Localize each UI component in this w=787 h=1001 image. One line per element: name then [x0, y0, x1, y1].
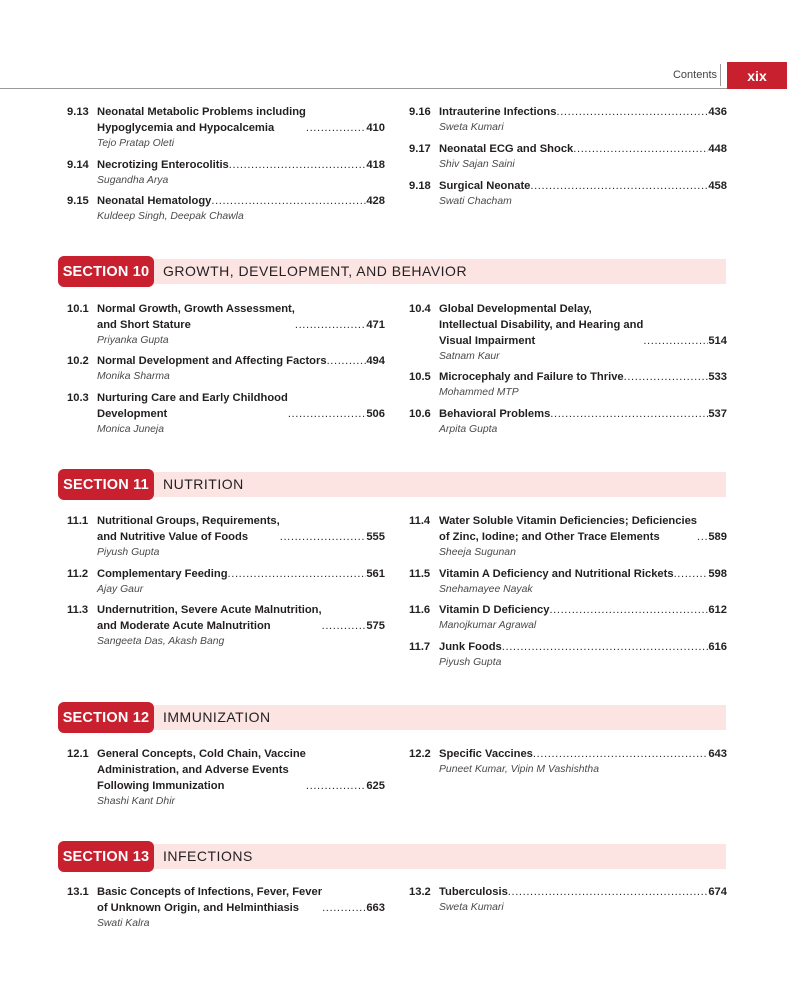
entry-authors: Arpita Gupta [439, 424, 498, 435]
entry-number: 13.2 [409, 886, 431, 898]
entry-page: 418 [366, 159, 385, 171]
entry-authors: Monica Juneja [97, 424, 165, 435]
entry-authors: Shiv Sajan Saini [439, 159, 515, 170]
dot-leader [228, 566, 367, 582]
entry-page: 514 [708, 335, 727, 347]
toc-entry[interactable] [409, 178, 727, 209]
section-header-13 [58, 843, 726, 870]
entry-page: 448 [708, 143, 727, 155]
entry-authors: Snehamayee Nayak [439, 584, 533, 595]
running-head: Contents [672, 69, 717, 81]
section-tag: SECTION 12 [58, 702, 154, 733]
entry-title: Vitamin A Deficiency and Nutritional Rickets [439, 568, 674, 580]
toc-entry[interactable] [409, 884, 727, 915]
entry-authors: Satnam Kaur [439, 351, 500, 362]
dot-leader [643, 333, 708, 349]
entry-title: Basic Concepts of Infections, Fever, Fever of Unknown Origin, and Helminthiasis [97, 886, 323, 914]
toc-entry[interactable] [67, 390, 385, 437]
header-divider [720, 64, 721, 86]
toc-entry[interactable] [409, 406, 727, 437]
dot-leader [530, 178, 708, 194]
section-tag: SECTION 13 [58, 841, 154, 872]
entry-number: 10.4 [409, 303, 431, 315]
entry-number: 11.5 [409, 568, 431, 580]
page-number: xix [727, 62, 787, 89]
toc-entry[interactable] [67, 193, 385, 224]
toc-entry[interactable] [409, 639, 727, 670]
entry-title: Specific Vaccines [439, 748, 533, 760]
dot-leader [697, 529, 708, 545]
entry-page: 575 [366, 620, 385, 632]
entry-authors: Shashi Kant Dhir [97, 796, 175, 807]
entry-title: Neonatal Hematology [97, 195, 212, 207]
dot-leader [211, 193, 366, 209]
toc-entry[interactable] [409, 141, 727, 172]
dot-leader [508, 884, 709, 900]
entry-number: 11.2 [67, 568, 89, 580]
entry-number: 10.2 [67, 355, 89, 367]
section-header-10 [58, 258, 726, 285]
dot-leader [229, 157, 367, 173]
dot-leader [533, 746, 708, 762]
entry-page: 612 [708, 604, 727, 616]
entry-page: 506 [366, 408, 385, 420]
section-header-11 [58, 471, 726, 498]
entry-authors: Sweta Kumari [439, 122, 504, 133]
entry-authors: Swati Kalra [97, 918, 150, 929]
entry-page: 598 [708, 568, 727, 580]
entry-number: 11.7 [409, 641, 431, 653]
entry-authors: Kuldeep Singh, Deepak Chawla [97, 211, 244, 222]
toc-entry[interactable] [67, 353, 385, 384]
dot-leader [306, 778, 366, 794]
entry-page: 436 [708, 106, 727, 118]
entry-number: 11.3 [67, 604, 89, 616]
section-tag: SECTION 10 [58, 256, 154, 287]
entry-number: 11.4 [409, 515, 431, 527]
entry-authors: Priyanka Gupta [97, 335, 169, 346]
entry-title: Complementary Feeding [97, 568, 228, 580]
entry-page: 589 [708, 531, 727, 543]
page-header [0, 62, 787, 90]
entry-authors: Sheeja Sugunan [439, 547, 516, 558]
section-title: GROWTH, DEVELOPMENT, AND BEHAVIOR [163, 263, 468, 279]
entry-authors: Ajay Gaur [97, 584, 144, 595]
entry-title: Neonatal Metabolic Problems including Hypoglycemia and Hypocalcemia [97, 106, 306, 134]
entry-number: 10.5 [409, 371, 431, 383]
entry-page: 561 [366, 568, 385, 580]
entry-authors: Sugandha Arya [97, 175, 169, 186]
entry-authors: Mohammed MTP [439, 387, 519, 398]
toc-entry[interactable] [409, 104, 727, 135]
entry-number: 13.1 [67, 886, 89, 898]
section-header-12 [58, 704, 726, 731]
entry-number: 9.14 [67, 159, 89, 171]
toc-entry[interactable] [409, 513, 727, 560]
entry-authors: Monika Sharma [97, 371, 170, 382]
entry-title: Global Developmental Delay, Intellectual Disability, and Hearing and Visual Impairment [439, 303, 644, 347]
dot-leader [502, 639, 709, 655]
entry-title: Normal Growth, Growth Assessment, and Short Stature [97, 303, 295, 331]
dot-leader [549, 602, 708, 618]
entry-number: 9.16 [409, 106, 431, 118]
entry-page: 494 [366, 355, 385, 367]
toc-entry[interactable] [67, 104, 385, 151]
entry-number: 12.1 [67, 748, 89, 760]
toc-entry[interactable] [67, 602, 385, 649]
entry-page: 410 [366, 122, 385, 134]
dot-leader [573, 141, 708, 157]
entry-page: 625 [366, 780, 385, 792]
entry-page: 533 [708, 371, 727, 383]
toc-entry[interactable] [409, 566, 727, 597]
toc-entry[interactable] [409, 369, 727, 400]
entry-title: Behavioral Problems [439, 408, 551, 420]
dot-leader [624, 369, 709, 385]
entry-title: Tuberculosis [439, 886, 508, 898]
entry-page: 458 [708, 180, 727, 192]
entry-page: 643 [708, 748, 727, 760]
entry-page: 663 [366, 902, 385, 914]
entry-title: Surgical Neonate [439, 180, 531, 192]
entry-authors: Piyush Gupta [439, 657, 502, 668]
entry-number: 11.6 [409, 604, 431, 616]
toc-entry[interactable] [67, 513, 385, 560]
dot-leader [550, 406, 708, 422]
entry-title: Intrauterine Infections [439, 106, 557, 118]
entry-number: 9.15 [67, 195, 89, 207]
header-rule [0, 88, 787, 89]
entry-title: Normal Development and Affecting Factors [97, 355, 327, 367]
entry-title: Nutritional Groups, Requirements, and Nutritive Value of Foods [97, 515, 280, 543]
dot-leader [322, 618, 367, 634]
toc-entry[interactable] [67, 157, 385, 188]
entry-title: Microcephaly and Failure to Thrive [439, 371, 624, 383]
section-title: IMMUNIZATION [163, 709, 271, 725]
entry-title: Water Soluble Vitamin Deficiencies; Deficiencies of Zinc, Iodine; and Other Trace Elements [439, 515, 698, 543]
section-title: NUTRITION [163, 476, 244, 492]
entry-page: 537 [708, 408, 727, 420]
entry-number: 12.2 [409, 748, 431, 760]
dot-leader [295, 317, 366, 333]
entry-title: Undernutrition, Severe Acute Malnutrition, and Moderate Acute Malnutrition [97, 604, 322, 632]
entry-number: 11.1 [67, 515, 89, 527]
toc-entry[interactable] [409, 746, 727, 777]
dot-leader [322, 900, 366, 916]
entry-page: 555 [366, 531, 385, 543]
entry-title: Vitamin D Deficiency [439, 604, 550, 616]
entry-authors: Piyush Gupta [97, 547, 160, 558]
toc-entry[interactable] [67, 884, 385, 931]
entry-authors: Swati Chacham [439, 196, 512, 207]
entry-authors: Sangeeta Das, Akash Bang [97, 636, 225, 647]
entry-authors: Tejo Pratap Oleti [97, 138, 175, 149]
dot-leader [557, 104, 709, 120]
entry-page: 428 [366, 195, 385, 207]
entry-number: 10.1 [67, 303, 89, 315]
toc-entry[interactable] [67, 301, 385, 348]
entry-title: Neonatal ECG and Shock [439, 143, 574, 155]
entry-number: 9.17 [409, 143, 431, 155]
entry-page: 616 [708, 641, 727, 653]
entry-authors: Puneet Kumar, Vipin M Vashishtha [439, 764, 599, 775]
entry-page: 674 [708, 886, 727, 898]
toc-entry[interactable] [409, 602, 727, 633]
section-tag: SECTION 11 [58, 469, 154, 500]
entry-number: 9.13 [67, 106, 89, 118]
dot-leader [327, 353, 367, 369]
section-title: INFECTIONS [163, 848, 253, 864]
entry-title: General Concepts, Cold Chain, Vaccine Administration, and Adverse Events Following Immunization [97, 748, 306, 792]
toc-entry[interactable] [409, 301, 727, 364]
dot-leader [280, 529, 367, 545]
dot-leader [288, 406, 367, 422]
toc-entry[interactable] [67, 746, 385, 809]
dot-leader [674, 566, 709, 582]
entry-number: 10.3 [67, 392, 89, 404]
entry-page: 471 [366, 319, 385, 331]
entry-authors: Sweta Kumari [439, 902, 504, 913]
dot-leader [306, 120, 366, 136]
toc-entry[interactable] [67, 566, 385, 597]
entry-title: Junk Foods [439, 641, 502, 653]
entry-number: 9.18 [409, 180, 431, 192]
entry-authors: Manojkumar Agrawal [439, 620, 537, 631]
entry-number: 10.6 [409, 408, 431, 420]
entry-title: Nurturing Care and Early Childhood Development [97, 392, 288, 420]
entry-title: Necrotizing Enterocolitis [97, 159, 229, 171]
